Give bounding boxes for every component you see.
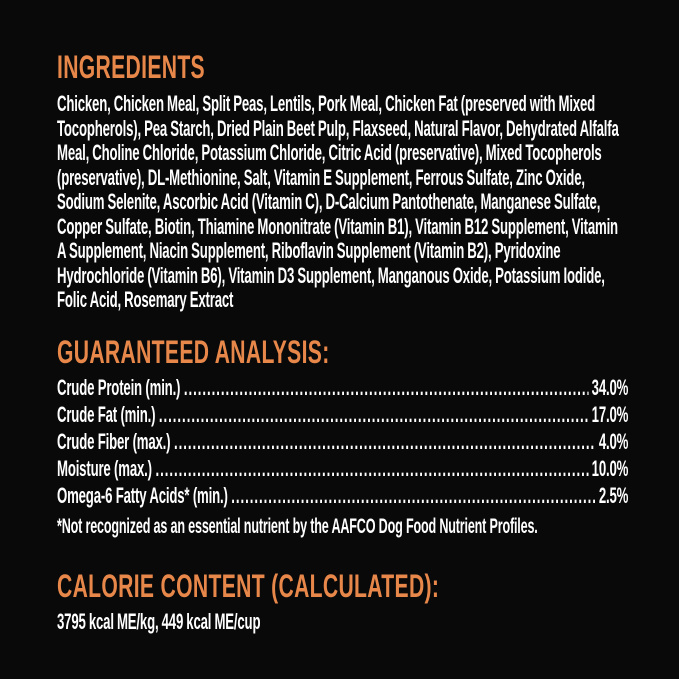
- ingredients-section: [57, 50, 679, 313]
- calorie-content-section: [57, 569, 679, 635]
- ingredients-heading: INGREDIENTS: [57, 49, 205, 85]
- analysis-label: Crude Protein (min.): [57, 374, 181, 400]
- ingredients-text: Chicken, Chicken Meal, Split Peas, Lentils, Pork Meal, Chicken Fat (preserved with Mixed Tocopherols), Pea Starch, Dried Plain Beet Pulp, Flaxseed, Natural Flavor, Dehydrated Alfalfa Meal, Choline Chloride, Potassium Chloride, Citric Acid (preservative), Mixed Tocopherols (preservative), DL-Methionine, Salt, Vitamin E Supplement, Ferrous Sulfate, Zinc Oxide, Sodium Selenite, Ascorbic Acid (Vitamin C), D-Calcium Pantothenate, Manganese Sulfate, Copper Sulfate, Biotin, Thiamine Mononitrate (Vitamin B1), Vitamin B12 Supplement, Vitamin A Supplement, Niacin Supplement, Riboflavin Supplement (Vitamin B2), Pyridoxine Hydrochloride (Vitamin B6), Vitamin D3 Supplement, Manganous Oxide, Potassium Iodide, Folic Acid, Rosemary Extract: [57, 91, 619, 312]
- dot-leader: [174, 429, 596, 455]
- analysis-label: Omega-6 Fatty Acids* (min.): [57, 482, 228, 508]
- dot-leader: [184, 375, 589, 401]
- analysis-value: 10.0%: [591, 455, 629, 481]
- analysis-label: Crude Fat (min.): [57, 401, 156, 427]
- calorie-content-heading: CALORIE CONTENT (CALCULATED):: [57, 567, 440, 604]
- dot-leader: [159, 402, 589, 428]
- guaranteed-analysis-section: [57, 335, 679, 539]
- analysis-label: Crude Fiber (max.): [57, 428, 171, 454]
- dot-leader: [155, 456, 588, 482]
- analysis-value: 34.0%: [591, 374, 629, 400]
- analysis-row-omega6: [57, 483, 628, 510]
- analysis-table: [57, 375, 628, 539]
- analysis-value: 17.0%: [591, 401, 629, 427]
- guaranteed-analysis-heading: GUARANTEED ANALYSIS:: [57, 333, 330, 370]
- analysis-value: 2.5%: [598, 482, 629, 508]
- analysis-row-crude-fat: [57, 402, 628, 429]
- analysis-row-crude-fiber: [57, 429, 628, 456]
- calorie-content-text: 3795 kcal ME/kg, 449 kcal ME/cup: [57, 608, 261, 634]
- analysis-row-moisture: [57, 456, 628, 483]
- analysis-row-crude-protein: [57, 375, 628, 402]
- analysis-value: 4.0%: [598, 428, 629, 454]
- dot-leader: [231, 483, 596, 509]
- analysis-label: Moisture (max.): [57, 455, 152, 481]
- aafco-footnote: *Not recognized as an essential nutrient by the AAFCO Dog Food Nutrient Profiles.: [57, 514, 538, 538]
